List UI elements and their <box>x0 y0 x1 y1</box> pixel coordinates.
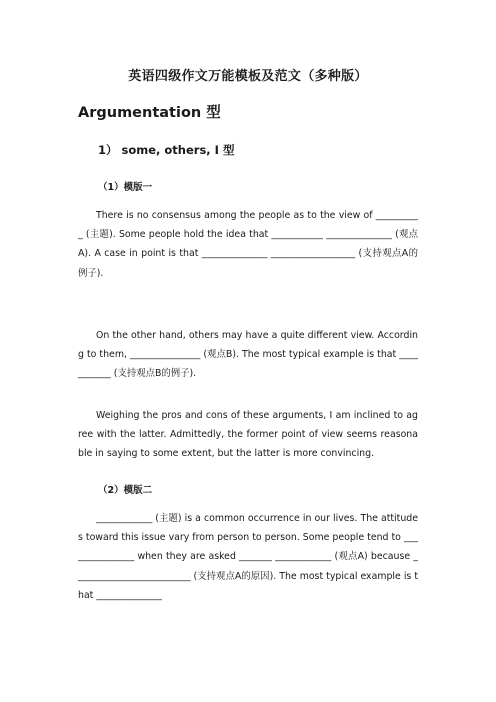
template1-label: （1）模版一 <box>98 182 153 193</box>
subsection-heading: 1） some, others, I 型 <box>98 143 235 157</box>
template2-label: （2）模版二 <box>98 485 153 496</box>
template2-paragraph-1: ____________ (主题) is a common occurrence in our lives. The attitudes toward this issue vary from person to person. Some people tend to _______________ when they are asked _______ ____________ (观点A) because _________________________ (支持观点A的原因). The most typical example is that ______________ <box>78 513 418 601</box>
document-title: 英语四级作文万能模板及范文（多种版） <box>128 69 368 84</box>
template1-paragraph-2: On the other hand, others may have a quite different view. According to them, _______________ (观点B). The most typical example is that ___________ (支持观点B的例子). <box>78 330 418 380</box>
section-heading: Argumentation 型 <box>78 105 221 121</box>
template1-paragraph-3: Weighing the pros and cons of these arguments, I am inclined to agree with the latter. Admittedly, the former point of view seems reasonable in saying to some extent, but the latter is more convincing. <box>78 410 418 460</box>
template1-paragraph-1: There is no consensus among the people as to the view of __________ (主题). Some people hold the idea that ___________ ______________ (观点A). A case in point is that ______________ __________________ (支持观点A的例子). <box>78 210 418 279</box>
